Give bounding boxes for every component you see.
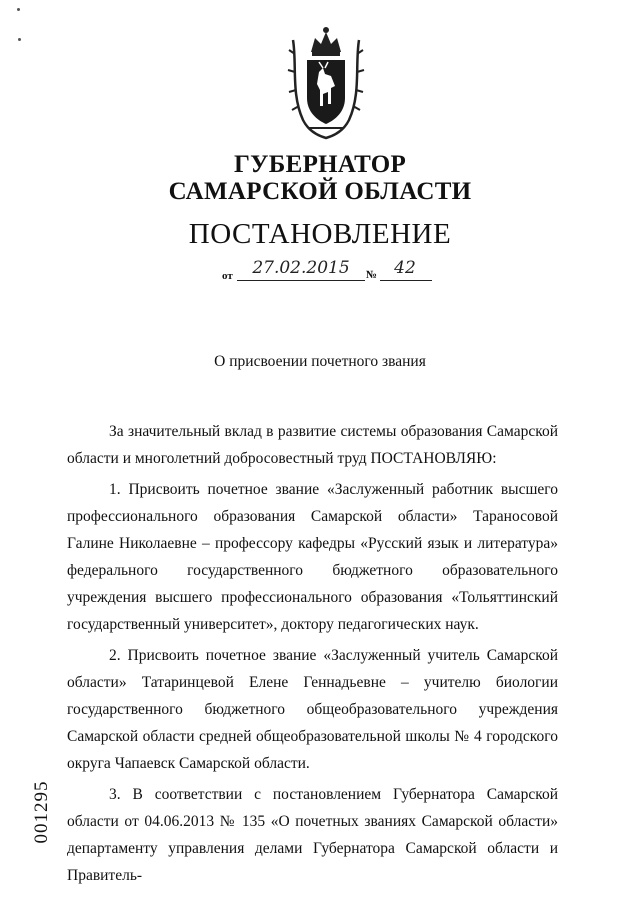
body-paragraph-2: 2. Присвоить почетное звание «Заслуженный учитель Самарской области» Татаринцевой Елене Геннадьевне – учителю биологии государственного бюджетного общеобразовательного учреждения Самарской области средней общеобразовательной школы № 4 городского округа Чапаевск Самарской области. xyxy=(67,647,558,772)
date-from-label: от xyxy=(222,270,233,282)
samara-coat-of-arms-icon xyxy=(283,24,369,140)
number-sign-label: № xyxy=(366,269,378,281)
authority-title-line2: САМАРСКОЙ ОБЛАСТИ xyxy=(168,178,472,205)
number-underline xyxy=(380,280,432,281)
scan-speck xyxy=(17,8,20,11)
scan-speck xyxy=(18,38,21,41)
handwritten-number: 42 xyxy=(394,258,416,278)
body-paragraph-preamble: За значительный вклад в развитие системы образования Самарской области и многолетний добросовестный труд ПОСТАНОВЛЯЮ: xyxy=(67,423,558,467)
document-type-title: ПОСТАНОВЛЕНИЕ xyxy=(188,218,452,250)
document-body xyxy=(67,418,558,893)
handwritten-date: 27.02.2015 xyxy=(252,258,350,278)
serial-number-stamp xyxy=(33,765,51,855)
body-paragraph-1: 1. Присвоить почетное звание «Заслуженный работник высшего профессионального образования Самарской области» Тараносовой Галине Николаевне – профессору кафедры «Русский язык и литература» федерального государственного бюджетного образовательного учреждения высшего профессионального образования «Тольяттинский государственный университет», доктору педагогических наук. xyxy=(67,481,558,633)
serial-number-text: 001295 xyxy=(31,780,52,844)
date-number-line xyxy=(222,258,437,282)
document-subject: О присвоении почетного звания xyxy=(214,353,426,370)
authority-title-line1: ГУБЕРНАТОР xyxy=(233,151,407,178)
body-paragraph-3: 3. В соответствии с постановлением Губернатора Самарской области от 04.06.2013 № 135 «О почетных званиях Самарской области» департаменту управления делами Губернатора Самарской области и Правитель- xyxy=(67,786,558,884)
date-underline xyxy=(237,280,365,281)
